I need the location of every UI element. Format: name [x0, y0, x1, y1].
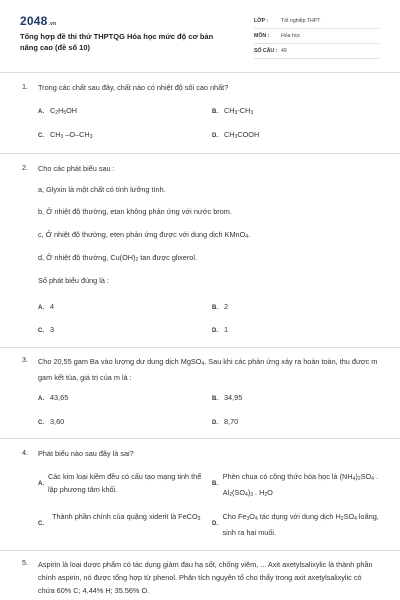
meta-table	[254, 14, 379, 59]
option-d[interactable]: D. $CH_3COOH$	[212, 130, 260, 140]
worksheet-page: 2048.vn Tổng hợp đề thi thử THPTQG Hóa học mức độ cơ bản nâng cao (đề số 10) LỚP : Tốt nghiệp THPT MÔN : Hóa học SỐ CÂU : 49 1. Trong các chất sau đây, chất nào có nhiệt độ sôi cao nhất? A. $C_2H_5OH$ B. $CH_3-CH_3$ C. $CH_3$ $-O-CH_3$ D. $CH_3COOH$ 2. Cho các phát biểu sau : a, Glyxin là một chất có tính lưỡng tính. b, Ở nhiệt độ thường, etan không phản ứng với nước brom. c, Ở nhiệt độ thường, eten phản ứng được với dung dịch KMnO$_4$. d, Ở nhiệt độ thường, $Cu(OH)_2$ tan được glixerol. Số phát biểu đúng là : A. 4 B. 2 C. 3 D. 1 3. Cho 20,55 gam Ba vào lượng dư dung dịch MgSO$_4$. Sau khi các phản ứng xảy ra hoàn toàn, thu được m gam kết tủa, giá trị của m là : A. 43,65 B. 34,95 C. 3,60 D. 8,70 4. Phát biểu nào sau đây là sai? A. Các kim loại kiềm đều có cấu tạo mạng tinh thể lập phương tâm khối. B. Phèn chua có công thức hóa học là $(NH_4)_2SO_4$ . $Al_2(SO_4)_3$ . $H_2O$ C. Thành phần chính của quặng xiderit là FeCO$_3$ D. Cho $Fe_3O_4$ tác dụng với dung dịch $H_2SO_4$ loãng, sinh ra hai muối. 5. Aspirin là loại dược phẩm có tác dụng giảm đau hạ sốt, chống viêm, ... Axit axetylsalixylic là thành phần chính aspirin, nó được tổng hợp từ phenol. Phân tích nguyên tố cho thấy trong axit axetylsalixylic có chứa 60% C; 4,44% H; 35.56% O.	[0, 0, 400, 600]
option-c[interactable]: C. 3,60	[38, 417, 65, 426]
option-c[interactable]: C. 3	[38, 325, 55, 334]
option-a[interactable]: A. 43,65	[38, 393, 69, 402]
statement-a: a, Glyxin là một chất có tính lưỡng tính.	[38, 185, 166, 194]
option-b[interactable]: B. $CH_3-CH_3$	[212, 106, 254, 116]
option-c[interactable]: C. Thành phần chính của quặng xiderit là FeCO$_3$	[38, 512, 201, 527]
meta-row-class: LỚP : Tốt nghiệp THPT	[254, 14, 379, 29]
divider	[0, 550, 400, 551]
option-c[interactable]: C. $CH_3$ $-O-CH_3$	[38, 130, 93, 140]
divider	[0, 438, 400, 439]
option-d[interactable]: D. Cho $Fe_3O_4$ tác dụng với dung dịch $H_2SO_4$ loãng, sinh ra hai muối.	[212, 512, 379, 537]
divider	[0, 153, 400, 154]
document-title: Tổng hợp đề thi thử THPTQG Hóa học mức độ cơ bản nâng cao (đề số 10)	[20, 32, 214, 52]
option-b[interactable]: B. Phèn chua có công thức hóa học là $(NH_4)_2SO_4$ . $Al_2(SO_4)_3$ . $H_2O$	[212, 472, 378, 498]
meta-row-subject: MÔN : Hóa học	[254, 29, 379, 44]
meta-row-count: SỐ CÂU : 49	[254, 44, 379, 59]
divider	[0, 347, 400, 348]
statement-b: b, Ở nhiệt độ thường, etan không phản ứng với nước brom.	[38, 207, 232, 216]
statement-c: c, Ở nhiệt độ thường, eten phản ứng được với dung dịch KMnO$_4$.	[38, 230, 251, 240]
option-a[interactable]: A. 4	[38, 302, 55, 311]
worksheet-header	[0, 0, 400, 72]
option-d[interactable]: D. 8,70	[212, 417, 239, 426]
option-b[interactable]: B. 34,95	[212, 393, 243, 402]
option-d[interactable]: D. 1	[212, 325, 229, 334]
option-a[interactable]: A. $C_2H_5OH$	[38, 106, 78, 116]
question-ask: Số phát biểu đúng là :	[38, 276, 109, 285]
site-logo[interactable]: 2048.vn	[20, 14, 57, 28]
statement-d: d, Ở nhiệt độ thường, $Cu(OH)_2$ tan được glixerol.	[38, 253, 197, 263]
option-a[interactable]: A. Các kim loại kiềm đều có cấu tạo mạng tinh thể lập phương tâm khối.	[38, 472, 202, 494]
option-b[interactable]: B. 2	[212, 302, 229, 311]
divider	[0, 72, 400, 73]
